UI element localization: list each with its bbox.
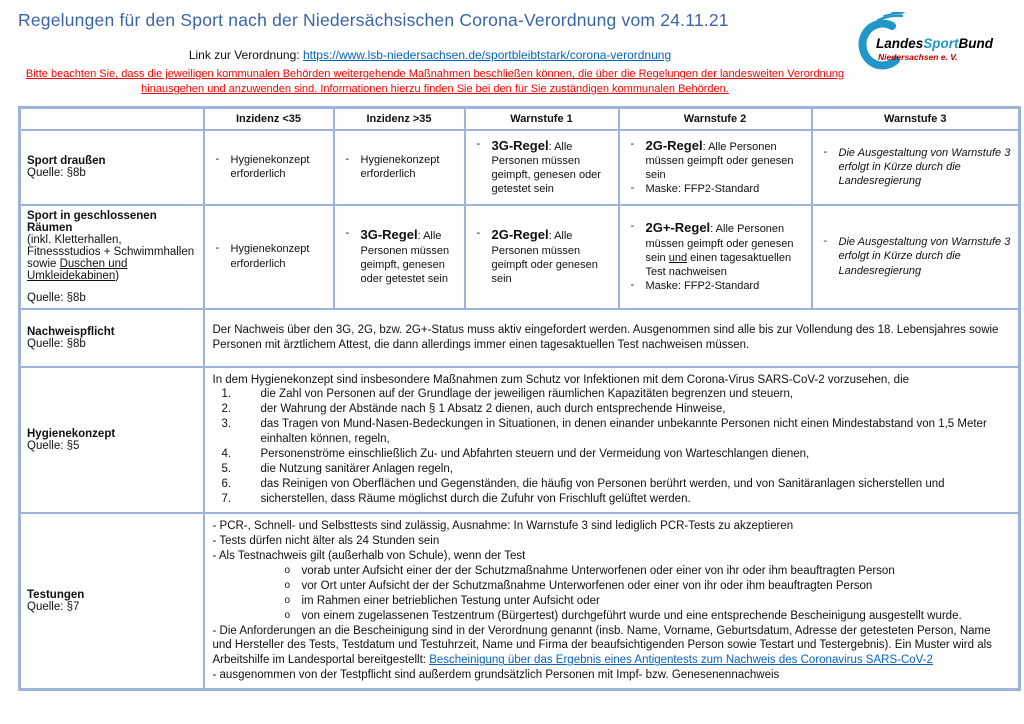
rule-term: 3G-Regel	[491, 137, 549, 153]
rule-rest: : Alle Personen müssen geimpft, genesen oder getestet sein	[491, 140, 601, 196]
certificate-template-link[interactable]: Bescheinigung über das Ergebnis eines Antigentests zum Nachweis des Coronavirus SARS-CoV-2	[429, 654, 933, 667]
testing-line: - Tests dürfen nicht älter als 24 Stunden sein	[212, 534, 440, 547]
item-number: 2.	[221, 403, 232, 416]
regulation-link[interactable]: https://www.lsb-niedersachsen.de/sportbleibtstark/corona-verordnung	[302, 48, 672, 62]
cell-text: Die Ausgestaltung von Warnstufe 3 erfolgt in Kürze durch die Landesregierung	[838, 146, 1011, 188]
row-label-nachweispflicht	[20, 309, 204, 367]
dash-bullet: -	[345, 227, 350, 240]
column-header-warnstufe-3: Warnstufe 3	[812, 108, 1020, 130]
row-source: Quelle: §8b	[27, 291, 86, 304]
item-number: 7.	[221, 493, 232, 505]
item-text: sicherstellen, dass Räume möglichst durch die Zufuhr von Frischluft gelüftet werden.	[260, 493, 691, 505]
rule-und-underlined: und	[668, 251, 688, 264]
cell-outdoor-warnstufe-1	[465, 130, 619, 205]
item-number: 1.	[221, 388, 232, 401]
dash-bullet: -	[215, 152, 220, 165]
cell-hygienekonzept-text	[204, 367, 1020, 513]
cell-nachweispflicht-text	[204, 309, 1020, 367]
cell-outdoor-inzidenz-lt35	[204, 130, 334, 205]
detail-text: )	[115, 269, 120, 282]
lsb-logo	[852, 12, 1002, 74]
regulation-link-label: Link zur Verordnung:	[188, 48, 300, 62]
rule-term: 2G-Regel	[491, 227, 549, 243]
subitem-text: vorab unter Aufsicht einer der der Schutzmaßnahme Unterworfenen oder einer von ihr oder ihm beauftragten Person	[301, 564, 895, 577]
cell-text: Hygienekonzept erforderlich	[230, 153, 310, 180]
row-sport-outdoor	[20, 130, 1020, 205]
item-number: 5.	[221, 463, 232, 476]
item-text: die Nutzung sanitärer Anlagen regeln,	[260, 463, 453, 476]
hygiene-item	[213, 402, 1011, 417]
item-number: 3.	[221, 418, 232, 431]
cell-text: Hygienekonzept erforderlich	[360, 153, 440, 180]
logo-text	[876, 36, 993, 51]
rule-rest: : Alle Personen müssen geimpft oder genesen sein	[491, 230, 598, 285]
row-testungen	[20, 513, 1020, 690]
item-text: der Wahrung der Abstände nach § 1 Absatz 2 dienen, auch durch entsprechende Hinweise,	[260, 403, 726, 416]
row-detail	[27, 234, 197, 282]
subitem-text: vor Ort unter Aufsicht der der Schutzmaßnahme Unterworfenen oder einer von ihr oder ihm beauftragten Person	[301, 579, 873, 592]
row-label-hygienekonzept	[20, 367, 204, 513]
hygiene-item	[213, 492, 1011, 507]
row-source: Quelle: §5	[27, 439, 80, 452]
logo-subtitle: Niedersachsen e. V.	[878, 52, 958, 62]
testing-subitem	[213, 564, 1011, 579]
rule-rest: : Alle Personen müssen geimpft oder genesen sein	[645, 223, 794, 264]
dash-bullet: -	[630, 182, 635, 195]
rule-rest: : Alle Personen müssen geimpft, genesen oder getestet sein	[360, 230, 450, 285]
rule-term: 2G-Regel	[645, 137, 703, 153]
cell-outdoor-inzidenz-gt35	[334, 130, 465, 205]
item-text: Personenströme einschließlich Zu- und Abfahrten steuern und der Vermeidung von Warteschlangen dienen,	[260, 448, 810, 461]
column-header-warnstufe-2: Warnstufe 2	[619, 108, 812, 130]
cell-indoor-inzidenz-gt35	[334, 205, 465, 309]
dash-bullet: -	[345, 152, 350, 165]
dash-bullet: -	[823, 145, 828, 158]
row-title: Sport draußen	[27, 155, 106, 167]
cell-text	[361, 227, 462, 286]
item-number: 4.	[221, 448, 232, 461]
testing-line: - ausgenommen von der Testpflicht sind außerdem grundsätzlich Personen mit Impf- bzw. Genesenennachweis	[212, 669, 780, 682]
cell-outdoor-warnstufe-3	[812, 130, 1020, 205]
page-title: Regelungen für den Sport nach der Niedersächsischen Corona-Verordnung vom 24.11.21	[18, 10, 729, 30]
logo-part-bund: Bund	[958, 36, 994, 51]
subitem-text: im Rahmen einer betrieblichen Testung unter Aufsicht oder	[301, 594, 600, 607]
cell-indoor-warnstufe-3	[812, 205, 1020, 309]
testing-text: - Die Anforderungen an die Bescheinigung sind in der Verordnung genannt (insb. Name, Vorname, Geburtsdatum, Adresse der getesteten Person, Name und Hersteller des Tests, Testdatum und Testuhrzeit, Name und Firma der beaufsichtigenden Person sowie Testart und Testergebnis). Ein Muster wird als Arbeitshilfe im Landesportal bereitgestellt:	[212, 624, 992, 667]
row-nachweispflicht	[20, 309, 1020, 367]
row-label-sport-indoor	[20, 205, 204, 309]
row-source: Quelle: §8b	[27, 337, 86, 350]
cell-text: Hygienekonzept erforderlich	[230, 243, 310, 270]
testing-line	[213, 624, 1011, 669]
circle-bullet: o	[284, 594, 291, 606]
dash-bullet: -	[215, 242, 220, 255]
item-text: das Tragen von Mund-Nasen-Bedeckungen in Situationen, in denen einander unbekannte Personen nicht einen Mindestabstand von 1,5 Meter einhalten können, regeln,	[260, 418, 987, 446]
cell-text: Die Ausgestaltung von Warnstufe 3 erfolgt in Kürze durch die Landesregierung	[838, 236, 1011, 277]
dash-bullet: -	[630, 278, 635, 291]
circle-bullet: o	[284, 564, 291, 576]
rule-term: 3G-Regel	[360, 227, 418, 243]
dash-bullet: -	[823, 235, 828, 248]
row-label-testungen	[20, 513, 204, 690]
hygiene-item	[213, 417, 1011, 447]
row-title: Hygienekonzept	[27, 427, 116, 440]
rule-rest: : Alle Personen müssen geimpft oder genesen sein	[645, 140, 794, 182]
logo-part-sport: Sport	[923, 36, 959, 51]
row-sport-indoor	[20, 205, 1020, 309]
circle-bullet: o	[284, 579, 291, 591]
row-hygienekonzept	[20, 367, 1020, 513]
cell-outdoor-warnstufe-2	[619, 130, 812, 205]
column-header-inzidenz-gt35: Inzidenz >35	[334, 108, 465, 130]
dash-bullet: -	[476, 137, 481, 150]
regulation-link-line	[0, 48, 860, 62]
testing-line: - Als Testnachweis gilt (außerhalb von Schule), wenn der Test	[212, 549, 526, 562]
dash-bullet: -	[476, 227, 481, 240]
item-text: die Zahl von Personen auf der Grundlage der jeweiligen räumlichen Kapazitäten begrenzen und steuern,	[260, 388, 794, 401]
municipal-notice: Bitte beachten Sie, dass die jeweiligen kommunalen Behörden weitergehende Maßnahmen beschließen können, die über die Regelungen der landesweiten Verordnung hinausgehen und anzuwenden sind. Informationen hierzu finden Sie bei den für Sie zuständigen kommunalen Behörden.	[25, 68, 845, 95]
cell-text	[646, 220, 809, 279]
detail-text: (inkl. Kletterhallen, Fitnessstudios + Schwimmhallen sowie	[27, 233, 195, 270]
rule-rest: einen tagesaktuellen Test nachweisen	[645, 251, 792, 278]
cell-testungen-text	[204, 513, 1020, 690]
hygiene-item	[213, 462, 1011, 477]
mask-requirement: Maske: FFP2-Standard	[645, 183, 760, 196]
row-title: Nachweispflicht	[27, 325, 115, 338]
cell-indoor-warnstufe-2	[619, 205, 812, 309]
column-header-warnstufe-1: Warnstufe 1	[465, 108, 619, 130]
column-header-empty	[20, 108, 204, 130]
subitem-text: von einem zugelassenen Testzentrum (Bürgertest) durchgeführt wurde und eine entsprechende Bescheinigung ausgestellt wurde.	[301, 609, 962, 622]
hygiene-item	[213, 477, 1011, 492]
hygiene-item	[213, 387, 1011, 402]
proof-text: Der Nachweis über den 3G, 2G, bzw. 2G+-Status muss aktiv eingefordert werden. Ausgenommen sind alle bis zur Vollendung des 18. Lebensjahres sowie Personen mit ärztlichem Attest, die dann allerdings immer einen tagesaktuellen Test nachweisen müssen.	[212, 323, 999, 351]
dash-bullet: -	[630, 137, 635, 150]
dash-bullet: -	[630, 220, 635, 233]
row-source: Quelle: §8b	[27, 167, 86, 179]
hygiene-item	[213, 447, 1011, 462]
cell-text	[492, 227, 616, 286]
row-title: Testungen	[27, 589, 85, 602]
testing-subitem	[213, 609, 1011, 624]
cell-indoor-warnstufe-1	[465, 205, 619, 309]
row-title: Sport in geschlossenen Räumen	[27, 209, 157, 234]
regulations-table	[18, 106, 1021, 691]
cell-text	[492, 138, 616, 197]
circle-bullet: o	[284, 609, 291, 621]
cell-indoor-inzidenz-lt35	[204, 205, 334, 309]
testing-subitem	[213, 594, 1011, 609]
mask-requirement: Maske: FFP2-Standard	[645, 279, 760, 292]
item-text: das Reinigen von Oberflächen und Gegenständen, die häufig von Personen berührt werden, und von Sanitäranlagen sicherstellen und	[260, 478, 945, 491]
logo-part-landes: Landes	[876, 36, 924, 51]
testing-subitem	[213, 579, 1011, 594]
column-header-inzidenz-lt35: Inzidenz <35	[204, 108, 334, 130]
cell-text	[646, 138, 809, 183]
row-source: Quelle: §7	[27, 601, 80, 614]
testing-line: - PCR-, Schnell- und Selbsttests sind zulässig, Ausnahme: In Warnstufe 3 sind lediglich PCR-Tests zu akzeptieren	[212, 519, 794, 532]
item-number: 6.	[221, 478, 232, 491]
detail-underlined: Duschen und Umkleidekabinen	[27, 257, 128, 282]
row-label-sport-outdoor	[20, 130, 204, 205]
rule-term: 2G+-Regel	[645, 220, 711, 236]
hygiene-intro: In dem Hygienekonzept sind insbesondere Maßnahmen zum Schutz vor Infektionen mit dem Corona-Virus SARS-CoV-2 vorzusehen, die	[212, 373, 910, 386]
header-row	[20, 108, 1020, 130]
